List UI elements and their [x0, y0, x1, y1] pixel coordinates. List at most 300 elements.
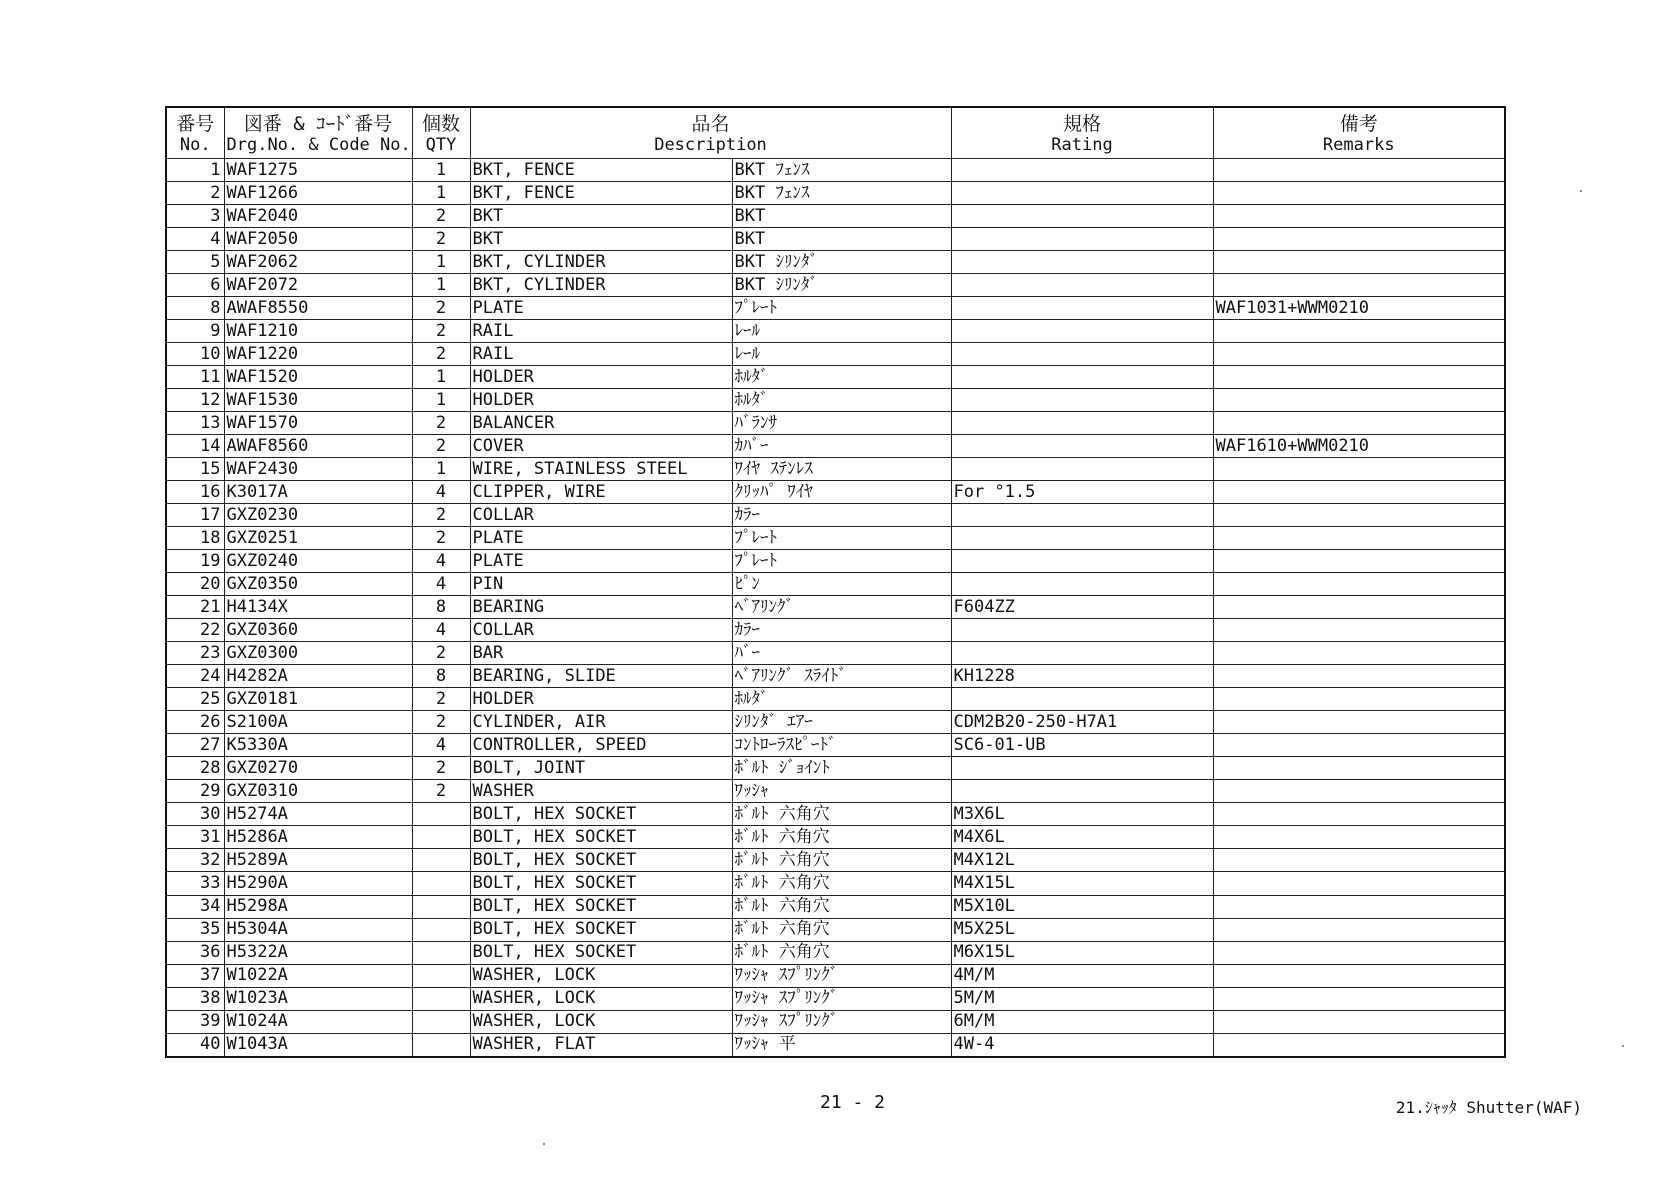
cell-description-jp: ｸﾘｯﾊﾟ ﾜｲﾔ — [732, 481, 951, 504]
table-row — [166, 573, 1505, 596]
cell-rating: SC6-01-UB — [951, 734, 1213, 757]
table-row — [166, 320, 1505, 343]
cell-description-en: BEARING, SLIDE — [470, 665, 732, 688]
cell-description-en: BOLT, HEX SOCKET — [470, 849, 732, 872]
cell-description-jp: ﾎﾞﾙﾄ 六角穴 — [732, 918, 951, 941]
cell-remarks — [1213, 573, 1505, 596]
table-row — [166, 182, 1505, 205]
cell-item-no: 8 — [166, 297, 224, 320]
table-row — [166, 527, 1505, 550]
cell-remarks — [1213, 665, 1505, 688]
cell-description-jp: ﾎﾞﾙﾄ 六角穴 — [732, 941, 951, 964]
cell-rating — [951, 504, 1213, 527]
cell-remarks — [1213, 711, 1505, 734]
cell-item-no: 10 — [166, 343, 224, 366]
cell-drg-code: H5322A — [224, 941, 412, 964]
cell-remarks — [1213, 320, 1505, 343]
section-title: 21.ｼｬｯﾀ Shutter(WAF) — [1395, 1098, 1582, 1117]
cell-drg-code: WAF1520 — [224, 366, 412, 389]
header-remarks: 備考 Remarks — [1213, 107, 1505, 159]
cell-description-jp: BKT ｼﾘﾝﾀﾞ — [732, 251, 951, 274]
cell-rating: M4X12L — [951, 849, 1213, 872]
cell-drg-code: H5289A — [224, 849, 412, 872]
cell-remarks — [1213, 550, 1505, 573]
cell-description-en: COLLAR — [470, 619, 732, 642]
cell-rating: M4X15L — [951, 872, 1213, 895]
cell-qty: 2 — [412, 320, 470, 343]
cell-drg-code: S2100A — [224, 711, 412, 734]
cell-remarks — [1213, 274, 1505, 297]
cell-rating — [951, 251, 1213, 274]
cell-description-jp: ｶﾗｰ — [732, 619, 951, 642]
cell-qty: 2 — [412, 412, 470, 435]
table-row — [166, 688, 1505, 711]
cell-drg-code: GXZ0310 — [224, 780, 412, 803]
cell-description-en: CONTROLLER, SPEED — [470, 734, 732, 757]
cell-drg-code: WAF1570 — [224, 412, 412, 435]
cell-description-jp: ﾚｰﾙ — [732, 320, 951, 343]
cell-qty: 2 — [412, 205, 470, 228]
cell-description-jp: ﾎﾙﾀﾞ — [732, 688, 951, 711]
cell-remarks — [1213, 895, 1505, 918]
table-row — [166, 205, 1505, 228]
cell-remarks — [1213, 527, 1505, 550]
header-no: 番号 No. — [166, 107, 224, 159]
cell-item-no: 24 — [166, 665, 224, 688]
cell-qty: 1 — [412, 251, 470, 274]
table-header-row — [166, 107, 1505, 159]
cell-item-no: 34 — [166, 895, 224, 918]
cell-remarks — [1213, 343, 1505, 366]
cell-description-en: BOLT, JOINT — [470, 757, 732, 780]
cell-description-jp: ﾎﾞﾙﾄ ｼﾞｮｲﾝﾄ — [732, 757, 951, 780]
cell-description-en: COVER — [470, 435, 732, 458]
cell-drg-code: WAF2072 — [224, 274, 412, 297]
cell-remarks — [1213, 826, 1505, 849]
cell-rating: F604ZZ — [951, 596, 1213, 619]
scan-speck — [1622, 1045, 1624, 1047]
cell-remarks — [1213, 987, 1505, 1010]
cell-item-no: 26 — [166, 711, 224, 734]
cell-remarks — [1213, 964, 1505, 987]
cell-item-no: 5 — [166, 251, 224, 274]
cell-item-no: 16 — [166, 481, 224, 504]
cell-rating — [951, 343, 1213, 366]
scan-speck — [1580, 190, 1582, 192]
cell-description-jp: ﾎﾞﾙﾄ 六角穴 — [732, 849, 951, 872]
table-row — [166, 711, 1505, 734]
cell-description-en: BOLT, HEX SOCKET — [470, 803, 732, 826]
cell-description-en: BKT, FENCE — [470, 182, 732, 205]
cell-description-jp: ﾎﾙﾀﾞ — [732, 389, 951, 412]
table-row — [166, 964, 1505, 987]
cell-qty: 4 — [412, 481, 470, 504]
cell-description-jp: ﾎﾙﾀﾞ — [732, 366, 951, 389]
table-row — [166, 366, 1505, 389]
cell-remarks — [1213, 366, 1505, 389]
parts-list-body — [166, 159, 1505, 1058]
cell-remarks — [1213, 412, 1505, 435]
cell-item-no: 32 — [166, 849, 224, 872]
cell-item-no: 27 — [166, 734, 224, 757]
cell-description-jp: BKT — [732, 228, 951, 251]
cell-drg-code: H5304A — [224, 918, 412, 941]
cell-remarks — [1213, 803, 1505, 826]
cell-drg-code: GXZ0181 — [224, 688, 412, 711]
cell-remarks — [1213, 1033, 1505, 1057]
cell-rating — [951, 205, 1213, 228]
cell-drg-code: WAF2062 — [224, 251, 412, 274]
cell-remarks — [1213, 159, 1505, 182]
cell-rating — [951, 458, 1213, 481]
cell-description-jp: ﾊﾞﾗﾝｻ — [732, 412, 951, 435]
cell-description-en: BAR — [470, 642, 732, 665]
table-row — [166, 481, 1505, 504]
cell-qty: 2 — [412, 688, 470, 711]
cell-qty — [412, 1033, 470, 1057]
page-number: 21 - 2 — [820, 1092, 886, 1113]
cell-rating — [951, 274, 1213, 297]
cell-drg-code: K3017A — [224, 481, 412, 504]
cell-remarks — [1213, 688, 1505, 711]
cell-remarks — [1213, 849, 1505, 872]
cell-item-no: 36 — [166, 941, 224, 964]
cell-rating — [951, 297, 1213, 320]
cell-description-en: HOLDER — [470, 688, 732, 711]
cell-description-jp: ﾌﾟﾚｰﾄ — [732, 527, 951, 550]
cell-item-no: 18 — [166, 527, 224, 550]
cell-qty: 8 — [412, 596, 470, 619]
cell-rating — [951, 435, 1213, 458]
cell-qty: 2 — [412, 343, 470, 366]
cell-rating — [951, 527, 1213, 550]
cell-remarks — [1213, 734, 1505, 757]
cell-item-no: 40 — [166, 1033, 224, 1057]
cell-description-jp: ﾍﾞｱﾘﾝｸﾞ — [732, 596, 951, 619]
cell-remarks — [1213, 481, 1505, 504]
cell-qty: 2 — [412, 642, 470, 665]
cell-rating — [951, 619, 1213, 642]
cell-description-en: BOLT, HEX SOCKET — [470, 826, 732, 849]
cell-item-no: 37 — [166, 964, 224, 987]
cell-description-jp: ｼﾘﾝﾀﾞ ｴｱｰ — [732, 711, 951, 734]
cell-description-jp: ﾌﾟﾚｰﾄ — [732, 297, 951, 320]
cell-description-en: RAIL — [470, 320, 732, 343]
cell-drg-code: WAF1530 — [224, 389, 412, 412]
table-row — [166, 159, 1505, 182]
cell-drg-code: H5290A — [224, 872, 412, 895]
cell-item-no: 25 — [166, 688, 224, 711]
cell-description-en: BOLT, HEX SOCKET — [470, 895, 732, 918]
cell-description-en: PLATE — [470, 527, 732, 550]
cell-description-en: BEARING — [470, 596, 732, 619]
table-row — [166, 665, 1505, 688]
cell-description-jp: ﾎﾞﾙﾄ 六角穴 — [732, 872, 951, 895]
cell-description-jp: ﾌﾟﾚｰﾄ — [732, 550, 951, 573]
table-row — [166, 1010, 1505, 1033]
cell-description-jp: ﾍﾞｱﾘﾝｸﾞ ｽﾗｲﾄﾞ — [732, 665, 951, 688]
table-row — [166, 619, 1505, 642]
cell-description-jp: ﾜｲﾔ ｽﾃﾝﾚｽ — [732, 458, 951, 481]
cell-qty — [412, 826, 470, 849]
cell-description-jp: ﾜｯｼｬ — [732, 780, 951, 803]
cell-item-no: 13 — [166, 412, 224, 435]
table-row — [166, 895, 1505, 918]
cell-drg-code: AWAF8550 — [224, 297, 412, 320]
cell-drg-code: W1023A — [224, 987, 412, 1010]
table-row — [166, 274, 1505, 297]
table-row — [166, 941, 1505, 964]
cell-description-en: PLATE — [470, 550, 732, 573]
cell-qty — [412, 849, 470, 872]
cell-qty: 2 — [412, 435, 470, 458]
cell-description-jp: ﾜｯｼｬ ｽﾌﾟﾘﾝｸﾞ — [732, 964, 951, 987]
cell-remarks — [1213, 642, 1505, 665]
cell-rating — [951, 688, 1213, 711]
cell-description-jp: ﾋﾟﾝ — [732, 573, 951, 596]
scan-speck — [543, 1143, 545, 1145]
cell-item-no: 31 — [166, 826, 224, 849]
cell-item-no: 4 — [166, 228, 224, 251]
cell-rating: CDM2B20-250-H7A1 — [951, 711, 1213, 734]
cell-description-en: WASHER, LOCK — [470, 964, 732, 987]
cell-item-no: 17 — [166, 504, 224, 527]
cell-description-en: COLLAR — [470, 504, 732, 527]
cell-description-en: BKT, CYLINDER — [470, 251, 732, 274]
cell-rating — [951, 366, 1213, 389]
cell-remarks — [1213, 596, 1505, 619]
table-row — [166, 734, 1505, 757]
cell-drg-code: AWAF8560 — [224, 435, 412, 458]
cell-description-jp: ｶﾊﾞｰ — [732, 435, 951, 458]
table-row — [166, 826, 1505, 849]
cell-qty — [412, 918, 470, 941]
table-row — [166, 1033, 1505, 1057]
cell-description-en: PIN — [470, 573, 732, 596]
cell-qty — [412, 964, 470, 987]
cell-description-jp: ﾊﾞｰ — [732, 642, 951, 665]
cell-qty: 1 — [412, 366, 470, 389]
cell-description-jp: ﾚｰﾙ — [732, 343, 951, 366]
cell-drg-code: WAF1210 — [224, 320, 412, 343]
cell-qty: 2 — [412, 780, 470, 803]
cell-description-en: HOLDER — [470, 389, 732, 412]
table-row — [166, 872, 1505, 895]
cell-rating — [951, 182, 1213, 205]
table-row — [166, 642, 1505, 665]
cell-drg-code: W1022A — [224, 964, 412, 987]
cell-description-en: BKT, FENCE — [470, 159, 732, 182]
cell-qty: 8 — [412, 665, 470, 688]
cell-rating: KH1228 — [951, 665, 1213, 688]
cell-qty: 1 — [412, 458, 470, 481]
cell-item-no: 11 — [166, 366, 224, 389]
cell-rating: M5X25L — [951, 918, 1213, 941]
table-row — [166, 803, 1505, 826]
cell-rating — [951, 228, 1213, 251]
cell-rating: 4W-4 — [951, 1033, 1213, 1057]
cell-description-en: BKT — [470, 228, 732, 251]
cell-description-en: HOLDER — [470, 366, 732, 389]
cell-item-no: 20 — [166, 573, 224, 596]
cell-remarks — [1213, 780, 1505, 803]
parts-list-table — [165, 106, 1506, 1058]
cell-rating: 5M/M — [951, 987, 1213, 1010]
cell-remarks — [1213, 228, 1505, 251]
cell-drg-code: WAF2040 — [224, 205, 412, 228]
cell-item-no: 12 — [166, 389, 224, 412]
cell-item-no: 19 — [166, 550, 224, 573]
cell-drg-code: K5330A — [224, 734, 412, 757]
cell-description-jp: BKT ﾌｪﾝｽ — [732, 182, 951, 205]
table-row — [166, 389, 1505, 412]
table-row — [166, 780, 1505, 803]
cell-remarks — [1213, 757, 1505, 780]
cell-qty: 4 — [412, 619, 470, 642]
cell-description-en: BOLT, HEX SOCKET — [470, 918, 732, 941]
cell-drg-code: H4282A — [224, 665, 412, 688]
cell-item-no: 21 — [166, 596, 224, 619]
cell-remarks — [1213, 504, 1505, 527]
cell-drg-code: H5298A — [224, 895, 412, 918]
cell-qty — [412, 987, 470, 1010]
cell-item-no: 30 — [166, 803, 224, 826]
cell-description-en: WASHER, LOCK — [470, 987, 732, 1010]
cell-rating: 4M/M — [951, 964, 1213, 987]
cell-rating: 6M/M — [951, 1010, 1213, 1033]
cell-rating: M6X15L — [951, 941, 1213, 964]
cell-item-no: 39 — [166, 1010, 224, 1033]
cell-description-jp: ﾎﾞﾙﾄ 六角穴 — [732, 803, 951, 826]
cell-item-no: 28 — [166, 757, 224, 780]
cell-item-no: 22 — [166, 619, 224, 642]
cell-rating — [951, 757, 1213, 780]
cell-rating — [951, 159, 1213, 182]
table-row — [166, 228, 1505, 251]
table-row — [166, 297, 1505, 320]
cell-description-en: RAIL — [470, 343, 732, 366]
cell-description-jp: BKT ｼﾘﾝﾀﾞ — [732, 274, 951, 297]
cell-description-en: BKT — [470, 205, 732, 228]
cell-description-jp: ｺﾝﾄﾛｰﾗｽﾋﾟｰﾄﾞ — [732, 734, 951, 757]
cell-qty: 2 — [412, 504, 470, 527]
cell-qty: 4 — [412, 550, 470, 573]
cell-remarks — [1213, 941, 1505, 964]
cell-remarks — [1213, 458, 1505, 481]
cell-rating: M4X6L — [951, 826, 1213, 849]
cell-item-no: 38 — [166, 987, 224, 1010]
cell-drg-code: GXZ0270 — [224, 757, 412, 780]
cell-description-en: BOLT, HEX SOCKET — [470, 941, 732, 964]
table-row — [166, 458, 1505, 481]
cell-description-en: WASHER, FLAT — [470, 1033, 732, 1057]
cell-description-en: WASHER, LOCK — [470, 1010, 732, 1033]
cell-qty: 4 — [412, 573, 470, 596]
header-qty: 個数 QTY — [412, 107, 470, 159]
header-drg-code: 図番 & ｺｰﾄﾞ番号 Drg.No. & Code No. — [224, 107, 412, 159]
cell-drg-code: WAF1266 — [224, 182, 412, 205]
cell-rating — [951, 389, 1213, 412]
header-description: 品名 Description — [470, 107, 951, 159]
cell-drg-code: W1024A — [224, 1010, 412, 1033]
cell-description-en: WASHER — [470, 780, 732, 803]
cell-qty: 2 — [412, 711, 470, 734]
cell-remarks — [1213, 182, 1505, 205]
cell-item-no: 9 — [166, 320, 224, 343]
cell-description-en: PLATE — [470, 297, 732, 320]
table-row — [166, 918, 1505, 941]
cell-description-jp: ﾜｯｼｬ ｽﾌﾟﾘﾝｸﾞ — [732, 987, 951, 1010]
cell-remarks — [1213, 872, 1505, 895]
cell-remarks — [1213, 619, 1505, 642]
table-row — [166, 849, 1505, 872]
cell-rating — [951, 780, 1213, 803]
cell-drg-code: GXZ0360 — [224, 619, 412, 642]
cell-qty: 4 — [412, 734, 470, 757]
cell-qty: 1 — [412, 389, 470, 412]
table-row — [166, 412, 1505, 435]
cell-drg-code: WAF1220 — [224, 343, 412, 366]
cell-rating — [951, 642, 1213, 665]
cell-drg-code: WAF1275 — [224, 159, 412, 182]
cell-item-no: 23 — [166, 642, 224, 665]
cell-drg-code: WAF2050 — [224, 228, 412, 251]
table-row — [166, 987, 1505, 1010]
cell-remarks: WAF1610+WWM0210 — [1213, 435, 1505, 458]
cell-description-en: CYLINDER, AIR — [470, 711, 732, 734]
cell-description-en: BALANCER — [470, 412, 732, 435]
cell-description-jp: BKT ﾌｪﾝｽ — [732, 159, 951, 182]
cell-drg-code: H4134X — [224, 596, 412, 619]
cell-description-en: WIRE, STAINLESS STEEL — [470, 458, 732, 481]
cell-drg-code: H5286A — [224, 826, 412, 849]
cell-item-no: 2 — [166, 182, 224, 205]
cell-qty — [412, 1010, 470, 1033]
cell-qty: 1 — [412, 274, 470, 297]
table-row — [166, 550, 1505, 573]
cell-item-no: 35 — [166, 918, 224, 941]
cell-rating: M5X10L — [951, 895, 1213, 918]
cell-item-no: 15 — [166, 458, 224, 481]
cell-remarks — [1213, 389, 1505, 412]
cell-qty — [412, 941, 470, 964]
cell-qty — [412, 895, 470, 918]
cell-item-no: 14 — [166, 435, 224, 458]
cell-description-en: CLIPPER, WIRE — [470, 481, 732, 504]
cell-qty: 2 — [412, 757, 470, 780]
cell-qty: 2 — [412, 228, 470, 251]
cell-qty: 2 — [412, 297, 470, 320]
cell-remarks — [1213, 1010, 1505, 1033]
cell-item-no: 6 — [166, 274, 224, 297]
cell-drg-code: GXZ0230 — [224, 504, 412, 527]
cell-remarks — [1213, 251, 1505, 274]
cell-item-no: 29 — [166, 780, 224, 803]
cell-description-en: BOLT, HEX SOCKET — [470, 872, 732, 895]
cell-description-jp: ｶﾗｰ — [732, 504, 951, 527]
table-row — [166, 343, 1505, 366]
cell-drg-code: WAF2430 — [224, 458, 412, 481]
cell-item-no: 33 — [166, 872, 224, 895]
cell-drg-code: H5274A — [224, 803, 412, 826]
cell-drg-code: GXZ0240 — [224, 550, 412, 573]
table-row — [166, 757, 1505, 780]
cell-qty: 1 — [412, 159, 470, 182]
cell-drg-code: GXZ0350 — [224, 573, 412, 596]
cell-qty — [412, 803, 470, 826]
cell-drg-code: GXZ0251 — [224, 527, 412, 550]
cell-rating: For °1.5 — [951, 481, 1213, 504]
